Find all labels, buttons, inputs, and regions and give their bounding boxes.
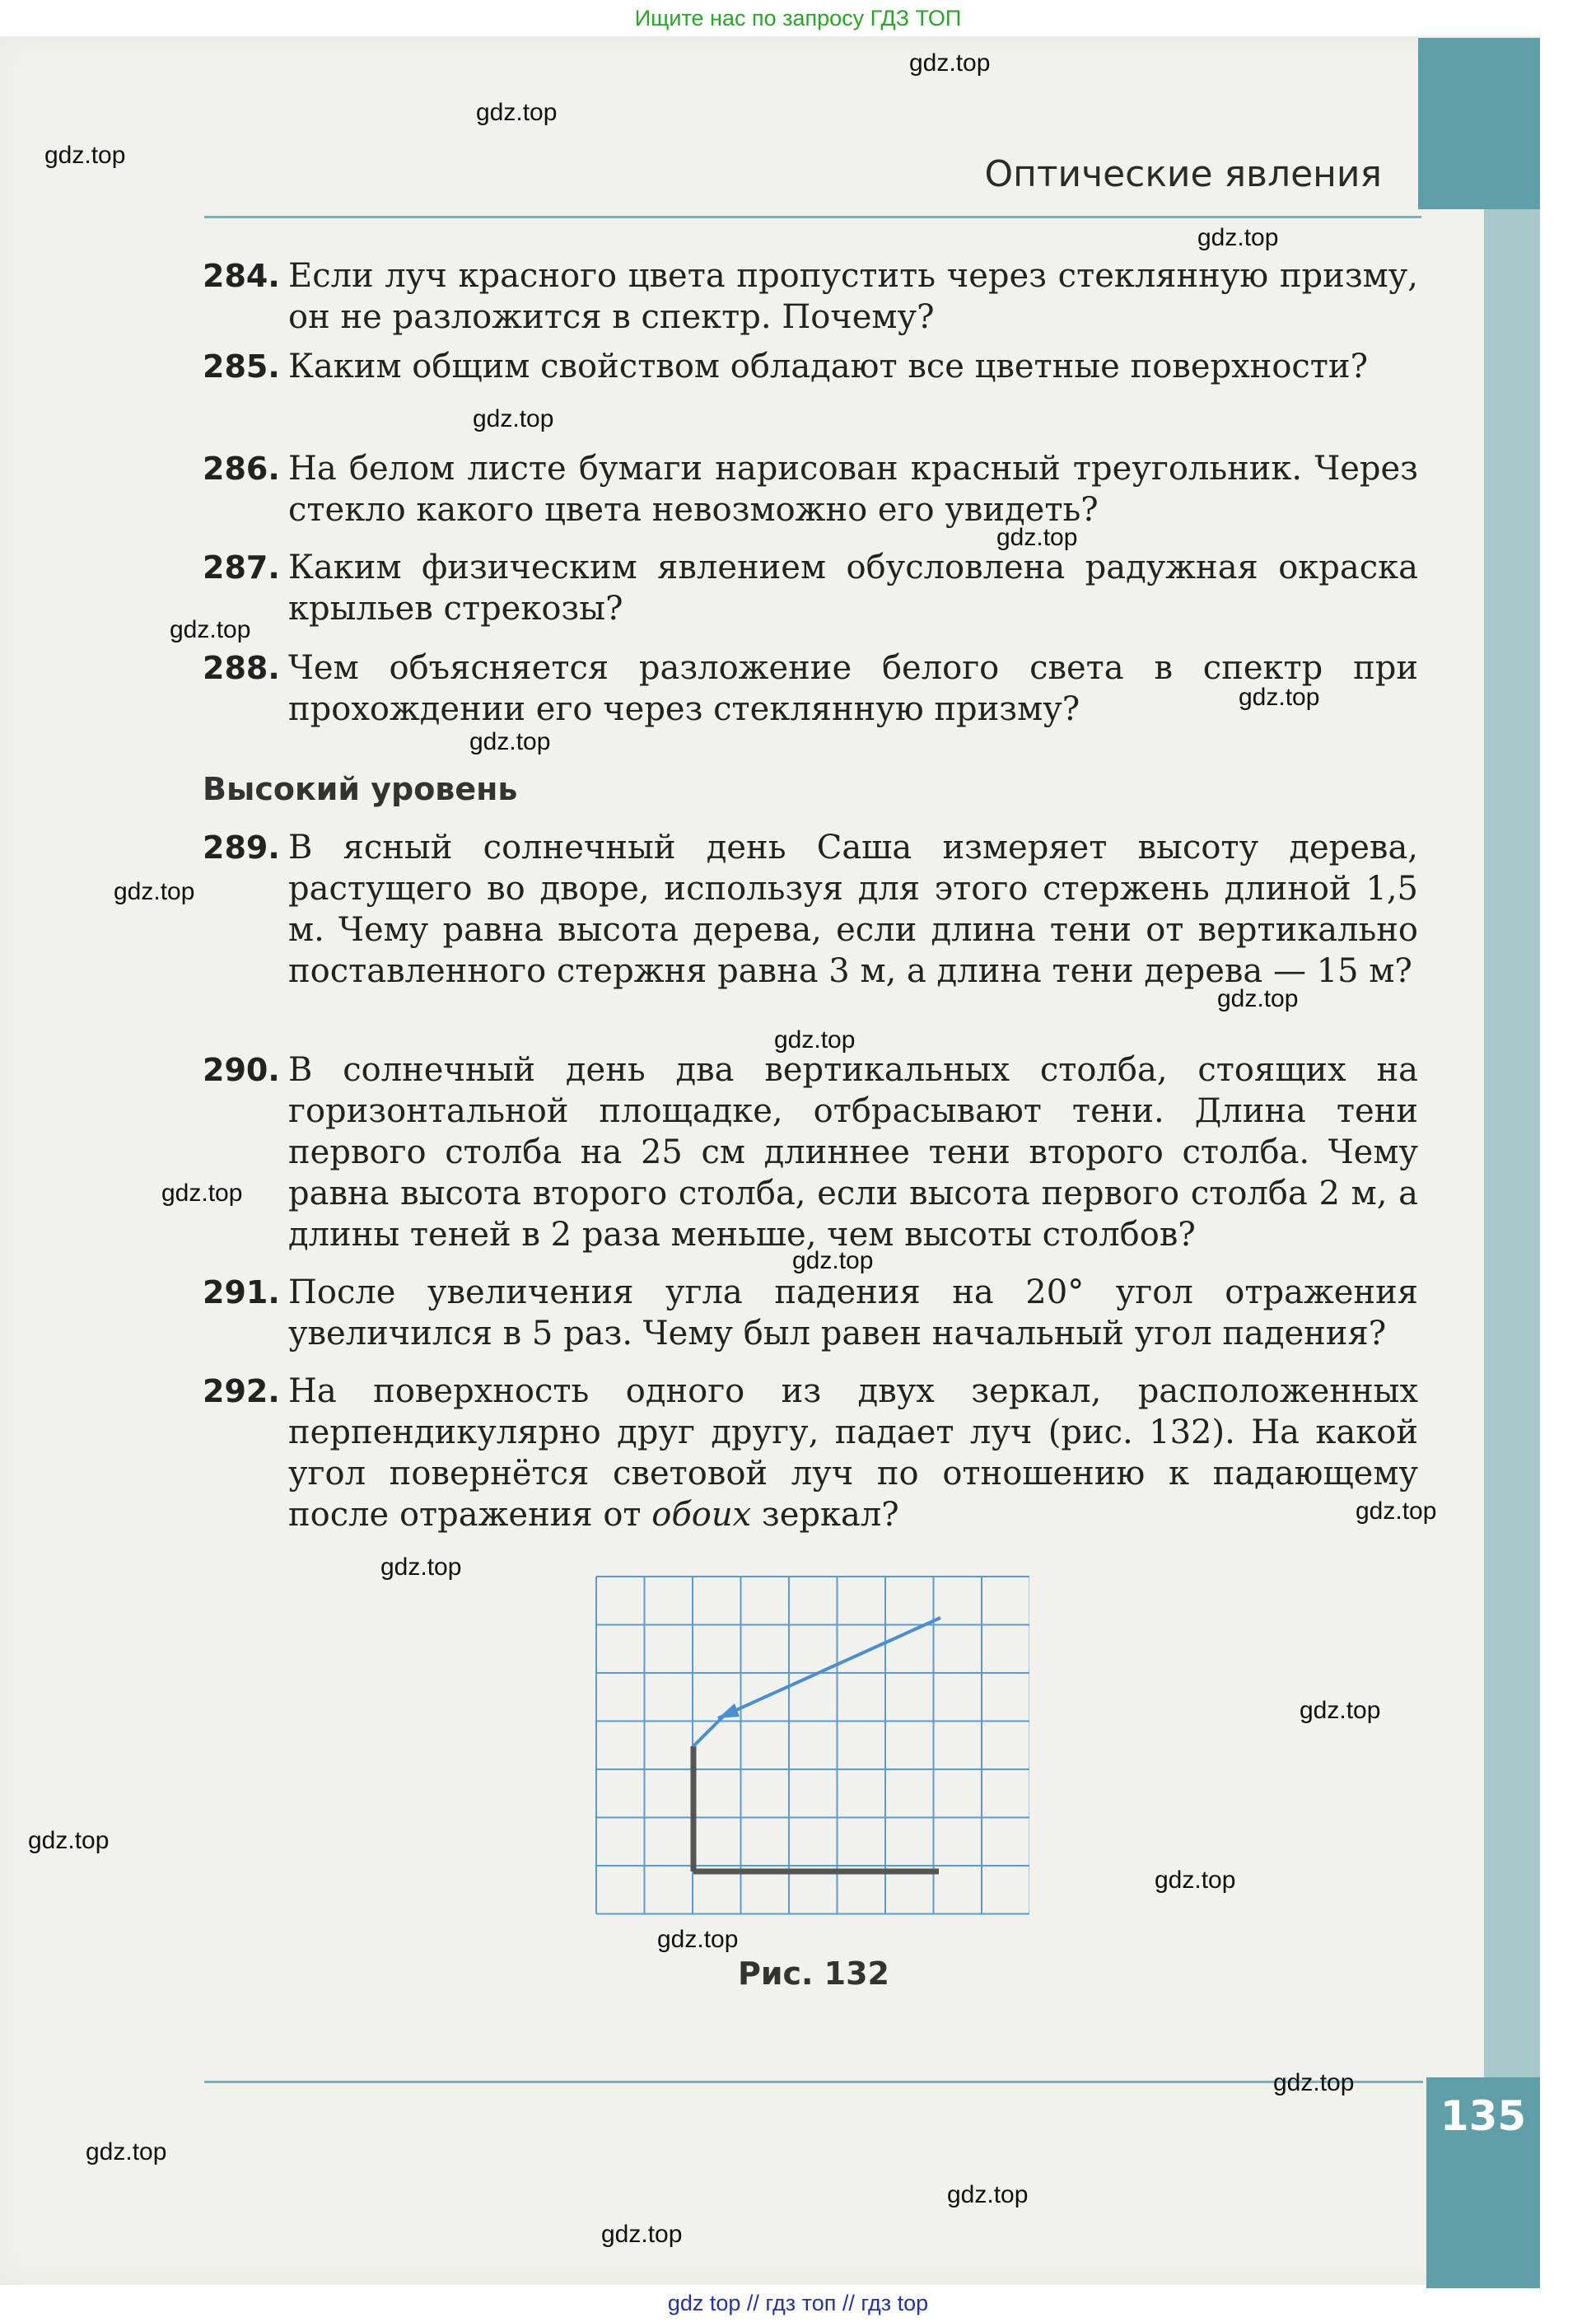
watermark: gdz.top xyxy=(476,99,558,126)
problem-289 xyxy=(203,827,1418,992)
watermark: gdz.top xyxy=(161,1180,243,1207)
problem-number: 286. xyxy=(203,451,280,487)
footer-divider xyxy=(204,2081,1423,2083)
side-color-strip xyxy=(1484,209,1540,2260)
watermark: gdz.top xyxy=(1155,1866,1236,1894)
watermark: gdz.top xyxy=(114,878,195,905)
watermark: gdz.top xyxy=(909,49,991,77)
watermark: gdz.top xyxy=(996,524,1078,551)
watermark: gdz.top xyxy=(1273,2069,1355,2096)
watermark: gdz.top xyxy=(170,616,251,643)
problem-number: 285. xyxy=(203,348,280,385)
watermark: gdz.top xyxy=(28,1827,110,1854)
watermark: gdz.top xyxy=(774,1026,856,1054)
page-number: 135 xyxy=(1440,2092,1527,2140)
section-title: Высокий уровень xyxy=(203,771,518,807)
problem-text: Если луч красного цвета пропустить через стеклянную призму, он не разложится в спектр. Почему? xyxy=(288,257,1418,336)
problem-number: 287. xyxy=(203,549,280,586)
problem-text: Каким общим свойством обладают все цветные поверхности? xyxy=(288,348,1369,385)
watermark: gdz.top xyxy=(469,728,551,755)
watermark: gdz.top xyxy=(380,1553,462,1581)
problem-292 xyxy=(203,1371,1418,1535)
watermark: gdz.top xyxy=(1300,1697,1381,1724)
problem-290 xyxy=(203,1049,1418,1255)
problem-291 xyxy=(203,1272,1418,1354)
problem-text: После увеличения угла падения на 20° угол отражения увеличился в 5 раз. Чему был равен начальный угол падения? xyxy=(288,1273,1418,1353)
figure-132 xyxy=(595,1575,1029,1921)
problem-number: 292. xyxy=(203,1373,280,1409)
problem-text-italic: обоих xyxy=(651,1496,752,1534)
problem-text: На белом листе бумаги нарисован красный треугольник. Через стекло какого цвета невозможно его увидеть? xyxy=(288,450,1418,529)
header-divider xyxy=(204,216,1421,218)
problem-text-start: На поверхность одного из двух зеркал, расположенных перпендикулярно друг другу, падает луч (рис. 132). На какой угол повернётся световой луч по отношению к падающему после отражения от xyxy=(288,1372,1418,1534)
watermark: gdz.top xyxy=(947,2181,1029,2208)
problem-text xyxy=(288,1371,1418,1535)
watermark: gdz.top xyxy=(1197,224,1279,251)
header-color-band xyxy=(1418,38,1540,209)
problem-number: 290. xyxy=(203,1052,280,1088)
problem-number: 291. xyxy=(203,1274,280,1311)
problem-text: Каким физическим явлением обусловлена радужная окраска крыльев стрекозы? xyxy=(288,549,1418,628)
problem-number: 289. xyxy=(203,829,280,866)
page-header-title: Оптические явления xyxy=(984,153,1382,195)
problem-text: В ясный солнечный день Саша измеряет высоту дерева, растущего во дворе, используя для этого стержень длиной 1,5 м. Чему равна высота дерева, если длина тени от вертикально поставленного стержня равна 3 м, а длина тени дерева — 15 м? xyxy=(288,829,1418,990)
ray-arrowhead xyxy=(718,1703,740,1718)
problem-number: 288. xyxy=(203,650,280,686)
figure-caption: Рис. 132 xyxy=(738,1955,889,1992)
figure-grid xyxy=(596,1577,1029,1914)
watermark: gdz.top xyxy=(657,1926,739,1953)
problem-285 xyxy=(203,346,1418,387)
problem-text-end: зеркал? xyxy=(751,1496,899,1534)
top-banner[interactable]: Ищите нас по запросу ГДЗ ТОП xyxy=(634,6,962,30)
watermark: gdz.top xyxy=(792,1247,874,1274)
problem-284 xyxy=(203,255,1418,338)
problem-287 xyxy=(203,547,1418,629)
problem-286 xyxy=(203,448,1418,530)
watermark: gdz.top xyxy=(1217,985,1299,1012)
watermark: gdz.top xyxy=(86,2138,167,2165)
watermark: gdz.top xyxy=(1356,1497,1437,1525)
watermark: gdz.top xyxy=(601,2221,683,2248)
problem-number: 284. xyxy=(203,258,280,294)
problem-288 xyxy=(203,647,1418,730)
problem-text: В солнечный день два вертикальных столба, стоящих на горизонтальной площадке, отбрасывают тени. Длина тени первого столба на 25 см длиннее тени второго столба. Чему равна высота второго столба, если высота первого столба 2 м, а длины теней в 2 раза меньше, чем высоты столбов? xyxy=(288,1051,1418,1254)
bottom-banner[interactable]: gdz top // гдз топ // гдз top xyxy=(667,2291,929,2315)
incident-ray xyxy=(718,1618,940,1718)
watermark: gdz.top xyxy=(44,142,126,169)
watermark: gdz.top xyxy=(1239,684,1320,711)
problem-text: Чем объясняется разложение белого света в спектр при прохождении его через стеклянную призму? xyxy=(288,649,1418,728)
watermark: gdz.top xyxy=(473,405,554,432)
